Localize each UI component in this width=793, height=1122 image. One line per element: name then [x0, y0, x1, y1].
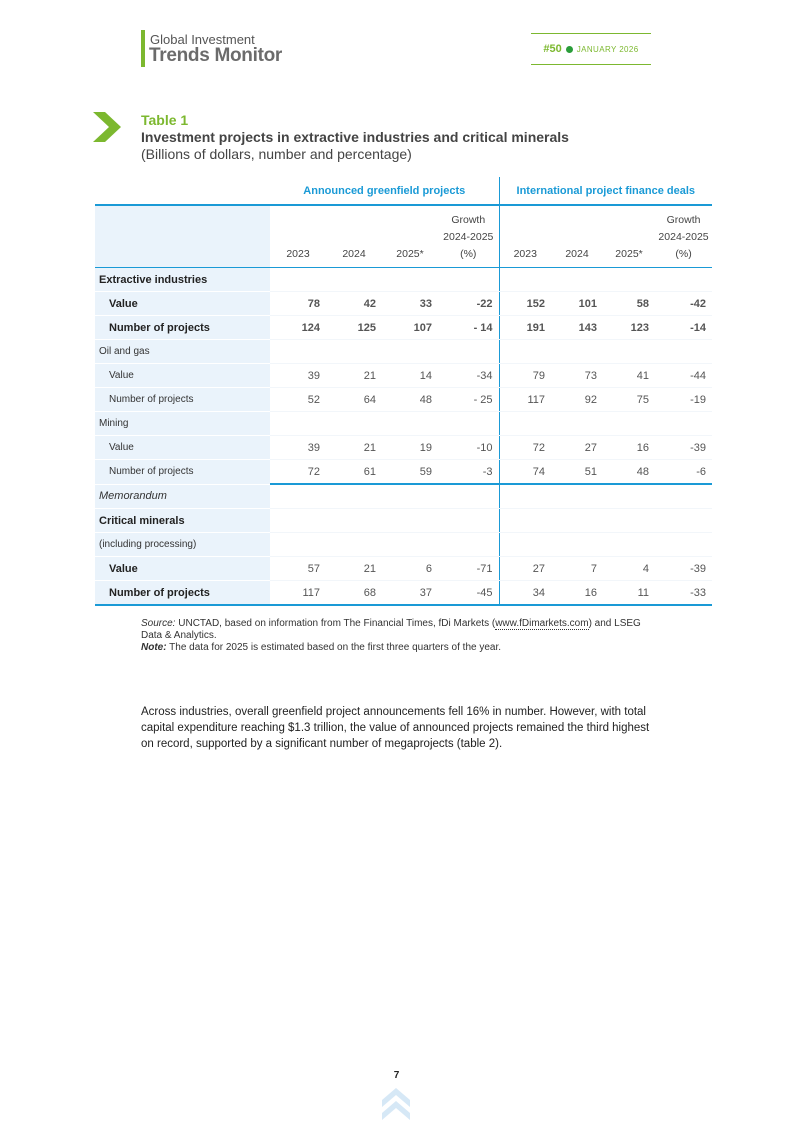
table-row [95, 412, 712, 436]
row-label: Oil and gas [95, 340, 270, 364]
page-number: 7 [393, 1070, 400, 1081]
table-row [95, 268, 712, 292]
table-row: Number of projects 117 68 37 -45 34 16 11 -33 [95, 581, 712, 606]
col-2024: 2024 [326, 205, 382, 268]
row-label: (including processing) [95, 533, 270, 557]
group-header-project-finance: International project finance deals [499, 177, 712, 205]
table-label: Table 1 [141, 112, 189, 128]
col-2023: 2023 [270, 205, 326, 268]
table-row: Value 57 21 6 -71 27 7 4 -39 [95, 557, 712, 581]
issue-date: JANUARY 2026 [576, 44, 639, 54]
table-row: Number of projects 52 64 48 - 25 117 92 75 -19 [95, 388, 712, 412]
col-2024: 2024 [551, 205, 603, 268]
row-label: Critical minerals [95, 509, 270, 533]
chevron-right-icon [93, 112, 121, 142]
col-2025: 2025* [603, 205, 655, 268]
header-publication-title: Trends Monitor [149, 45, 283, 66]
col-2023: 2023 [499, 205, 551, 268]
table-row [95, 533, 712, 557]
table-row: Number of projects 72 61 59 -3 74 51 48 -6 [95, 460, 712, 485]
issue-dot-icon [566, 46, 573, 53]
column-header-row [95, 205, 712, 268]
table-row: Value 78 42 33 -22 152 101 58 -42 [95, 292, 712, 316]
data-table [95, 177, 712, 606]
col-2025: 2025* [382, 205, 438, 268]
body-paragraph: Across industries, overall greenfield project announcements fell 16% in number. However, with total capital expenditure reaching $1.3 trillion, the value of announced projects remained the third highest on record, supported by a significant number of megaprojects (table 2). [141, 706, 650, 750]
header-accent-bar [141, 30, 145, 67]
row-label: Value [95, 364, 270, 388]
col-growth: Growth 2024-2025 (%) [438, 205, 499, 268]
row-label: Value [95, 557, 270, 581]
table-row: Value 39 21 19 -10 72 27 16 -39 [95, 436, 712, 460]
table-row [95, 484, 712, 509]
group-header-greenfield: Announced greenfield projects [270, 177, 499, 205]
table-row [95, 340, 712, 364]
table-row [95, 509, 712, 533]
issue-badge [531, 33, 651, 65]
row-label: Number of projects [95, 460, 270, 485]
row-label: Mining [95, 412, 270, 436]
row-label: Extractive industries [95, 268, 270, 292]
issue-number: #50 [543, 43, 562, 55]
table-subtitle: (Billions of dollars, number and percentage) [141, 146, 412, 162]
source-line: Source: UNCTAD, based on information from The Financial Times, fDi Markets (www.fDimarkets.com) and LSEG Data & Analytics. [141, 618, 641, 641]
table-source-note [141, 618, 661, 654]
table-row: Value 39 21 14 -34 79 73 41 -44 [95, 364, 712, 388]
row-label: Number of projects [95, 316, 270, 340]
row-label: Number of projects [95, 581, 270, 606]
source-link[interactable]: www.fDimarkets.com [495, 618, 589, 629]
row-label: Number of projects [95, 388, 270, 412]
note-line: Note: The data for 2025 is estimated based on the first three quarters of the year. [141, 642, 502, 653]
row-label: Value [95, 292, 270, 316]
row-label: Value [95, 436, 270, 460]
row-label: Memorandum [95, 484, 270, 509]
scroll-up-arrow-icon[interactable] [382, 1088, 410, 1122]
col-growth: Growth 2024-2025 (%) [655, 205, 712, 268]
table-title: Investment projects in extractive industries and critical minerals [141, 129, 569, 145]
header-publication-line1: Global Investment [150, 32, 255, 47]
table-row: Number of projects 124 125 107 - 14 191 143 123 -14 [95, 316, 712, 340]
